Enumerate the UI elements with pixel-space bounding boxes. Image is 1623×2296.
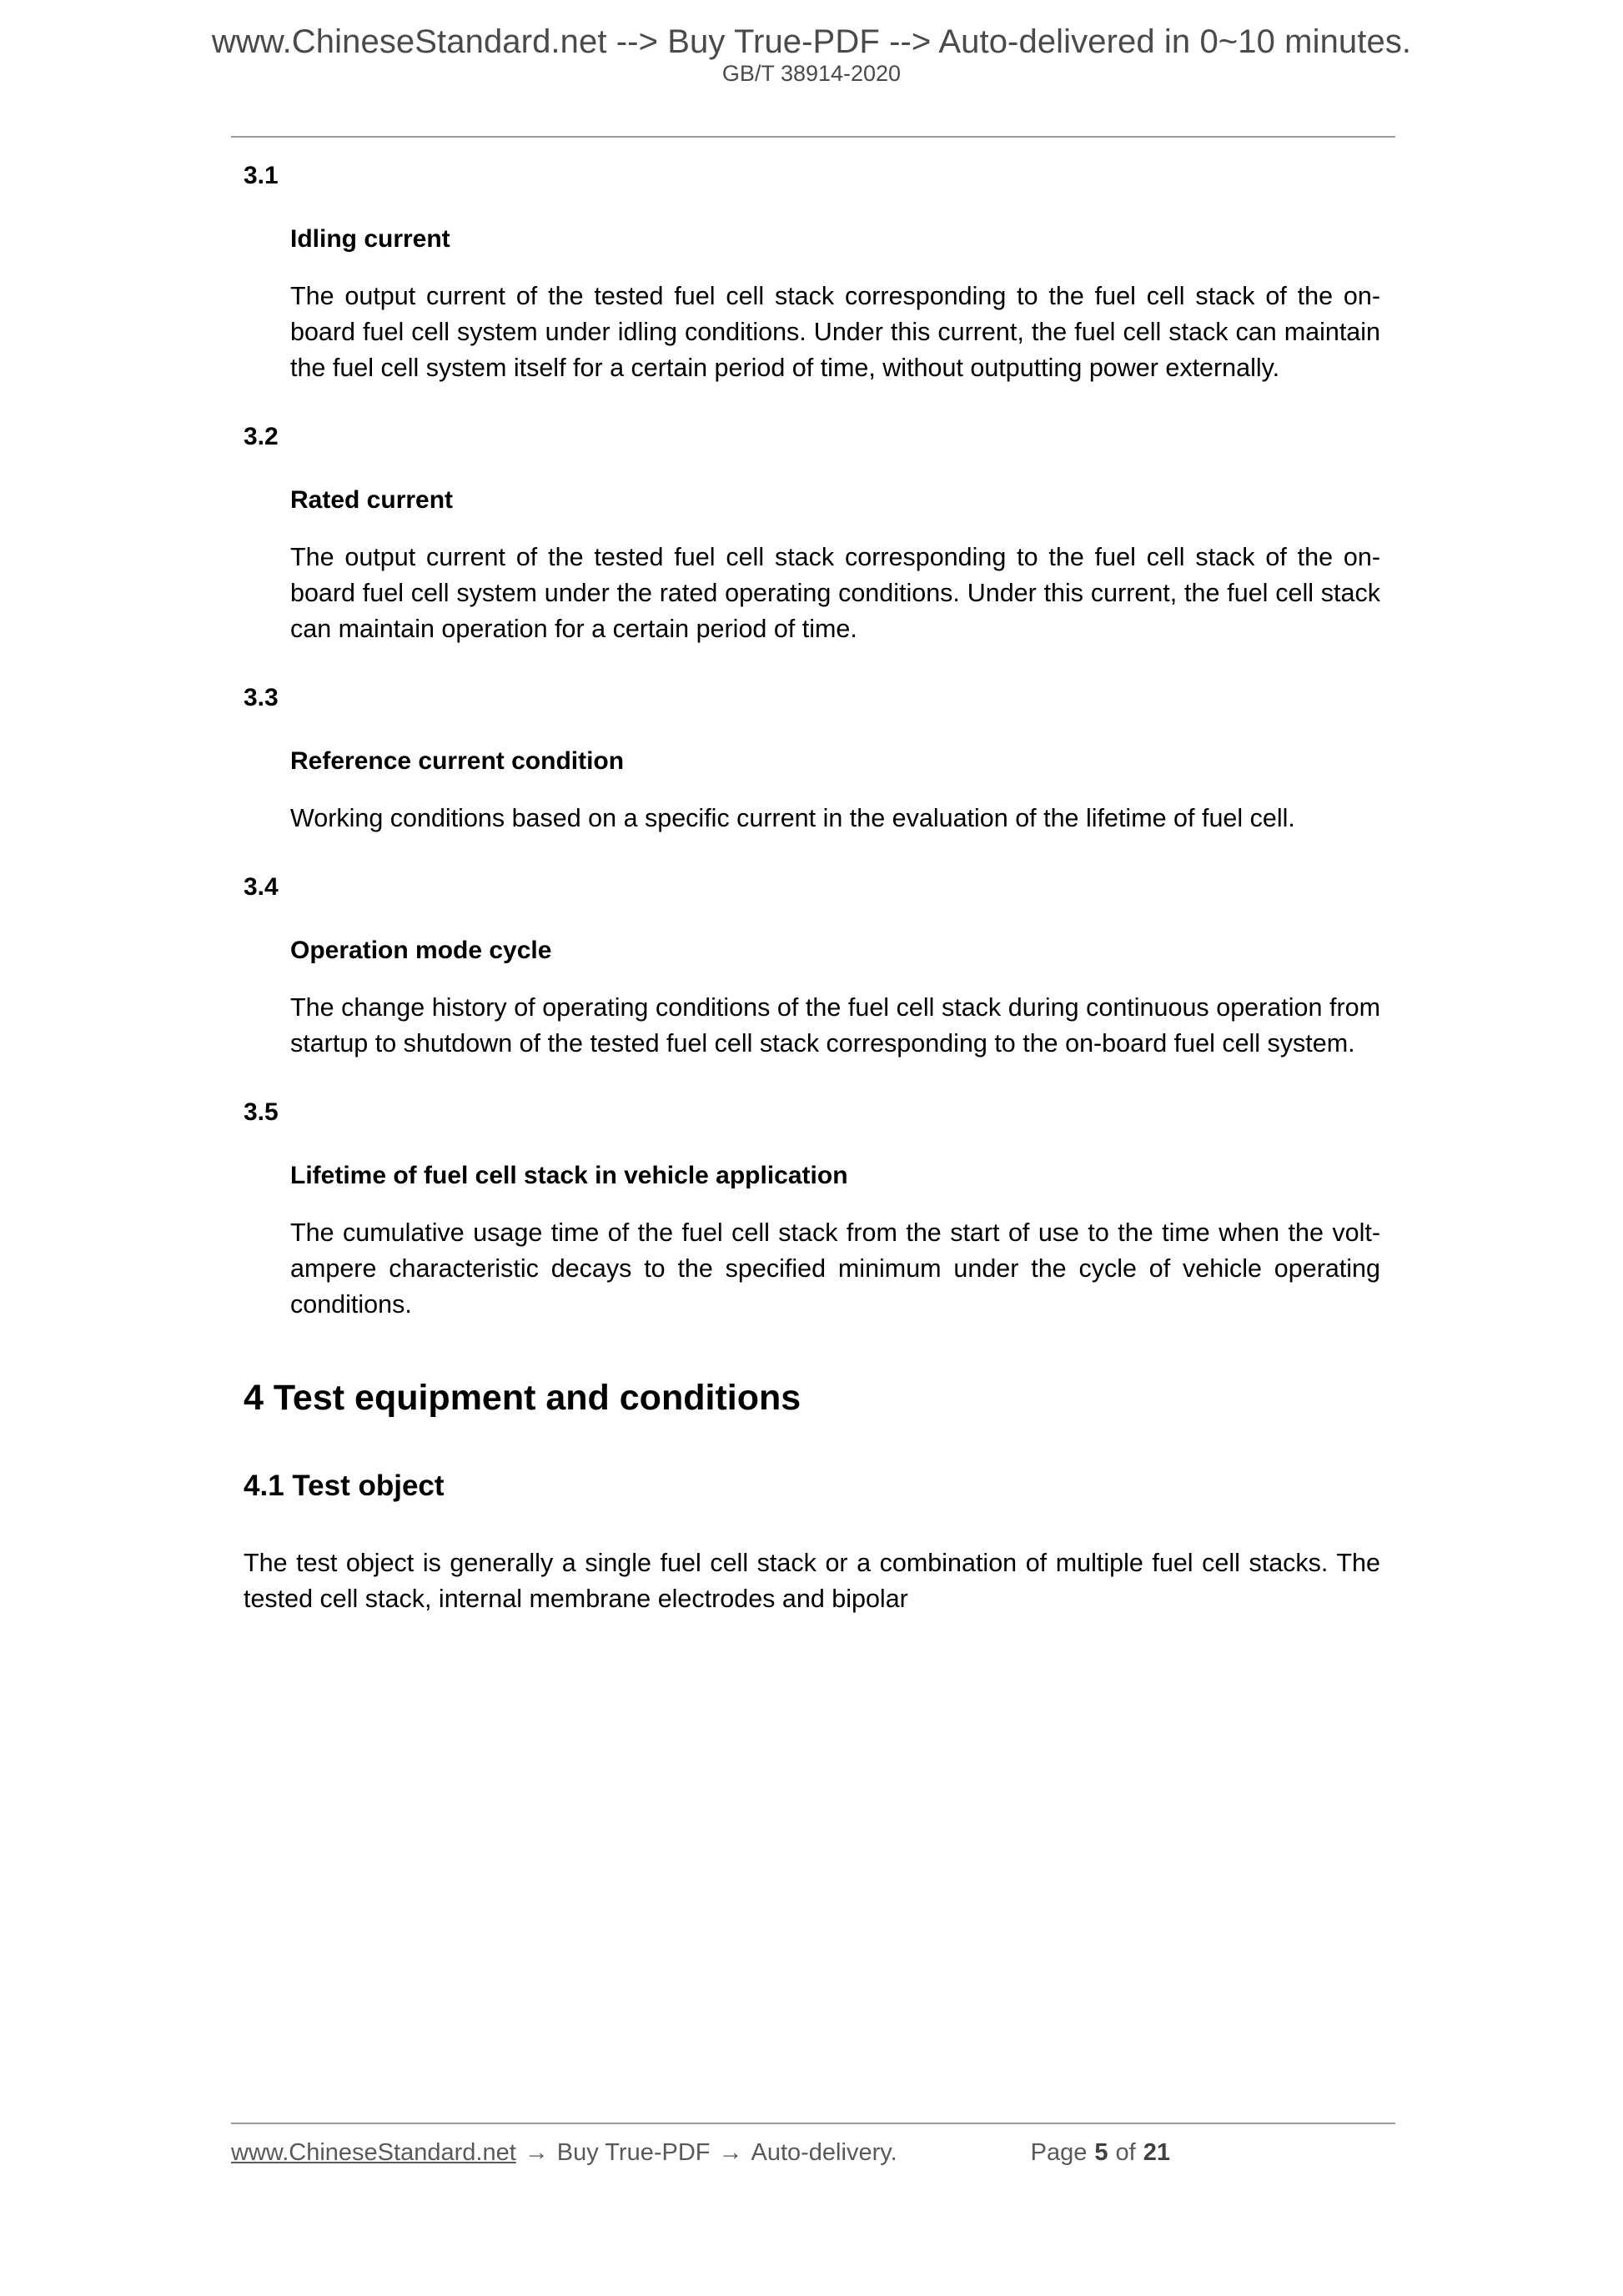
spacer	[244, 1125, 1380, 1163]
page-label: Page	[1030, 2139, 1088, 2166]
spacer	[244, 386, 1380, 425]
clause-number: 3.2	[244, 423, 279, 450]
footer-row	[231, 2139, 1395, 2167]
spacer	[244, 188, 1380, 227]
term-definition: The output current of the tested fuel cell stack corresponding to the fuel cell stack of the on-board fuel cell system under the rated operating conditions. Under this current, the fuel cell stack can maintain operation for a certain period of time.	[290, 543, 1380, 643]
term-definition: Working conditions based on a specific current in the evaluation of the lifetime of fuel cell.	[290, 804, 1295, 832]
spacer	[290, 252, 1380, 279]
header-standard-number: GB/T 38914-2020	[721, 61, 902, 86]
section-4-1-heading: 4.1 Test object	[244, 1470, 445, 1503]
term-entry-3-2	[244, 425, 1380, 647]
term-definition: The output current of the tested fuel cell stack corresponding to the fuel cell stack of the on-board fuel cell system under idling conditions. Under this current, the fuel cell stack can maintain the fuel cell system itself for a certain period of time, without outputting power externally.	[290, 282, 1380, 382]
term-body	[290, 749, 1380, 837]
footer-buy-label: Buy True-PDF	[556, 2139, 711, 2166]
spacer	[244, 837, 1380, 875]
spacer	[290, 513, 1380, 540]
spacer	[244, 900, 1380, 938]
section-4-heading: 4 Test equipment and conditions	[244, 1378, 801, 1418]
spacer	[244, 711, 1380, 749]
term-entry-3-5	[244, 1100, 1380, 1323]
spacer	[244, 450, 1380, 488]
page-number: 5	[1094, 2139, 1108, 2166]
clause-number: 3.1	[244, 162, 279, 189]
spacer	[244, 1417, 1380, 1471]
term-definition: The cumulative usage time of the fuel cell stack from the start of use to the time when the volt-ampere characteristic decays to the specified minimum under the cycle of vehicle operating conditions.	[290, 1218, 1380, 1319]
spacer	[290, 963, 1380, 990]
clause-number: 3.4	[244, 873, 279, 901]
spacer	[244, 1062, 1380, 1100]
arrow-right-icon: →	[524, 2139, 549, 2166]
page-indicator	[1031, 2139, 1170, 2167]
term-body	[290, 1163, 1380, 1323]
term-definition: The change history of operating conditions of the fuel cell stack during continuous operation from startup to shutdown of the tested fuel cell stack corresponding to the on-board fuel cell system.	[290, 993, 1380, 1058]
spacer	[290, 1188, 1380, 1215]
spacer	[244, 1323, 1380, 1379]
term-body	[290, 227, 1380, 386]
spacer	[244, 647, 1380, 686]
clause-number: 3.3	[244, 684, 279, 711]
term-name: Reference current condition	[290, 747, 625, 775]
term-name: Idling current	[290, 225, 450, 253]
spacer	[244, 1502, 1380, 1545]
arrow-right-icon: →	[718, 2139, 743, 2166]
document-content	[244, 163, 1380, 1617]
term-entry-3-4	[244, 875, 1380, 1062]
page-header	[0, 0, 1623, 87]
section-4-1-paragraph: The test object is generally a single fuel cell stack or a combination of multiple fuel cell stacks. The tested cell stack, internal membrane electrodes and bipolar	[244, 1548, 1380, 1613]
term-name: Operation mode cycle	[290, 937, 552, 964]
term-body	[290, 488, 1380, 647]
clause-number: 3.5	[244, 1098, 279, 1126]
term-body	[290, 938, 1380, 1062]
spacer	[290, 774, 1380, 801]
header-divider	[231, 136, 1395, 138]
footer-promo	[231, 2139, 897, 2167]
term-entry-3-1	[244, 163, 1380, 386]
term-name: Rated current	[290, 486, 454, 514]
page-total: 21	[1143, 2139, 1170, 2166]
page-footer	[231, 2123, 1395, 2167]
term-name: Lifetime of fuel cell stack in vehicle application	[290, 1162, 848, 1189]
footer-website-link[interactable]: www.ChineseStandard.net	[231, 2139, 516, 2166]
footer-delivery-label: Auto-delivery.	[751, 2139, 897, 2166]
header-promo-text: www.ChineseStandard.net --> Buy True-PDF --> Auto-delivered in 0~10 minutes.	[211, 23, 1412, 60]
page-of-label: of	[1115, 2139, 1136, 2166]
term-entry-3-3	[244, 686, 1380, 837]
footer-divider	[231, 2123, 1395, 2124]
